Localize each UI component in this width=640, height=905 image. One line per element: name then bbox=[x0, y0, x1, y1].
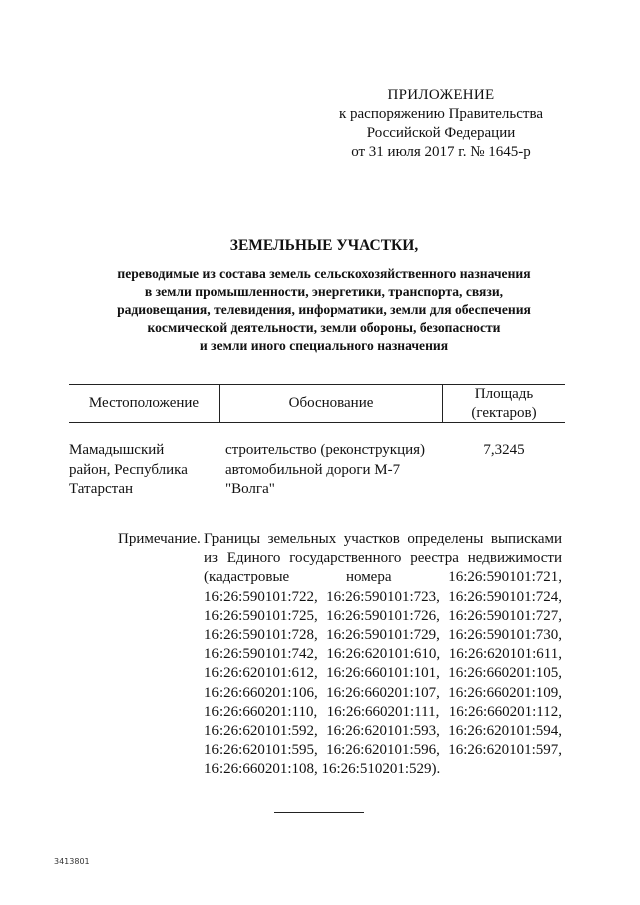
cell-location-line: район, Республика bbox=[69, 461, 188, 478]
note-line: Границы земельных участков определены выписками bbox=[204, 531, 562, 547]
note-line: 16:26:660201:110, 16:26:660201:111, 16:26:660201:112, bbox=[204, 703, 562, 720]
appendix-line: Российской Федерации bbox=[366, 125, 516, 141]
note-line: 16:26:590101:722, 16:26:590101:723, 16:26:590101:724, bbox=[204, 588, 562, 605]
document-title bbox=[64, 236, 584, 355]
note-line-last: 16:26:660201:108, 16:26:510201:529). bbox=[204, 761, 441, 778]
cell-area: 7,3245 bbox=[483, 442, 525, 458]
appendix-header bbox=[326, 86, 556, 162]
note-line: 16:26:660201:106, 16:26:660201:107, 16:26:660201:109, bbox=[204, 684, 562, 701]
appendix-line: к распоряжению Правительства bbox=[338, 106, 543, 122]
title-line: космической деятельности, земли обороны, безопасности bbox=[147, 320, 501, 335]
note-line: (кадастровые номера 16:26:590101:721, bbox=[204, 569, 562, 586]
header-area-unit: (гектаров) bbox=[471, 405, 537, 421]
header-area-label: Площадь bbox=[474, 386, 534, 402]
title-line: и земли иного специального назначения bbox=[199, 338, 449, 353]
cell-location bbox=[69, 441, 219, 500]
cell-basis bbox=[225, 441, 447, 500]
appendix-heading: ПРИЛОЖЕНИЕ bbox=[387, 87, 495, 103]
note-line: 16:26:620101:612, 16:26:660101:101, 16:26:660201:105, bbox=[204, 665, 562, 682]
cell-location-line: Татарстан bbox=[69, 481, 134, 497]
header-location: Местоположение bbox=[88, 395, 200, 411]
closing-rule bbox=[274, 812, 364, 813]
title-main: ЗЕМЕЛЬНЫЕ УЧАСТКИ, bbox=[229, 237, 419, 254]
cell-basis-line: автомобильной дороги М-7 "Волга" bbox=[225, 461, 401, 497]
note-line: 16:26:620101:592, 16:26:620101:593, 16:26:620101:594, bbox=[204, 723, 562, 740]
document-number: 3413801 bbox=[54, 857, 90, 866]
note-label: Примечание. bbox=[118, 531, 201, 547]
header-basis: Обоснование bbox=[288, 395, 374, 411]
note-line: 16:26:590101:725, 16:26:590101:726, 16:26:590101:727, bbox=[204, 607, 562, 624]
cell-location-line: Мамадышский bbox=[69, 442, 165, 458]
header-area bbox=[443, 385, 565, 423]
note-line: 16:26:590101:728, 16:26:590101:729, 16:26:590101:730, bbox=[204, 627, 562, 644]
note-body bbox=[204, 530, 562, 780]
note-line: 16:26:590101:742, 16:26:620101:610, 16:26:620101:611, bbox=[204, 646, 562, 663]
title-line: в земли промышленности, энергетики, транспорта, связи, bbox=[144, 284, 504, 299]
cell-basis-line: строительство (реконструкция) bbox=[225, 442, 426, 458]
title-line: радиовещания, телевидения, информатики, земли для обеспечения bbox=[117, 302, 531, 317]
note-line: 16:26:620101:595, 16:26:620101:596, 16:26:620101:597, bbox=[204, 742, 562, 759]
title-line: переводимые из состава земель сельскохозяйственного назначения bbox=[117, 266, 531, 281]
note-line: из Единого государственного реестра недвижимости bbox=[204, 550, 562, 567]
appendix-date-number: от 31 июля 2017 г. № 1645-р bbox=[351, 144, 531, 160]
